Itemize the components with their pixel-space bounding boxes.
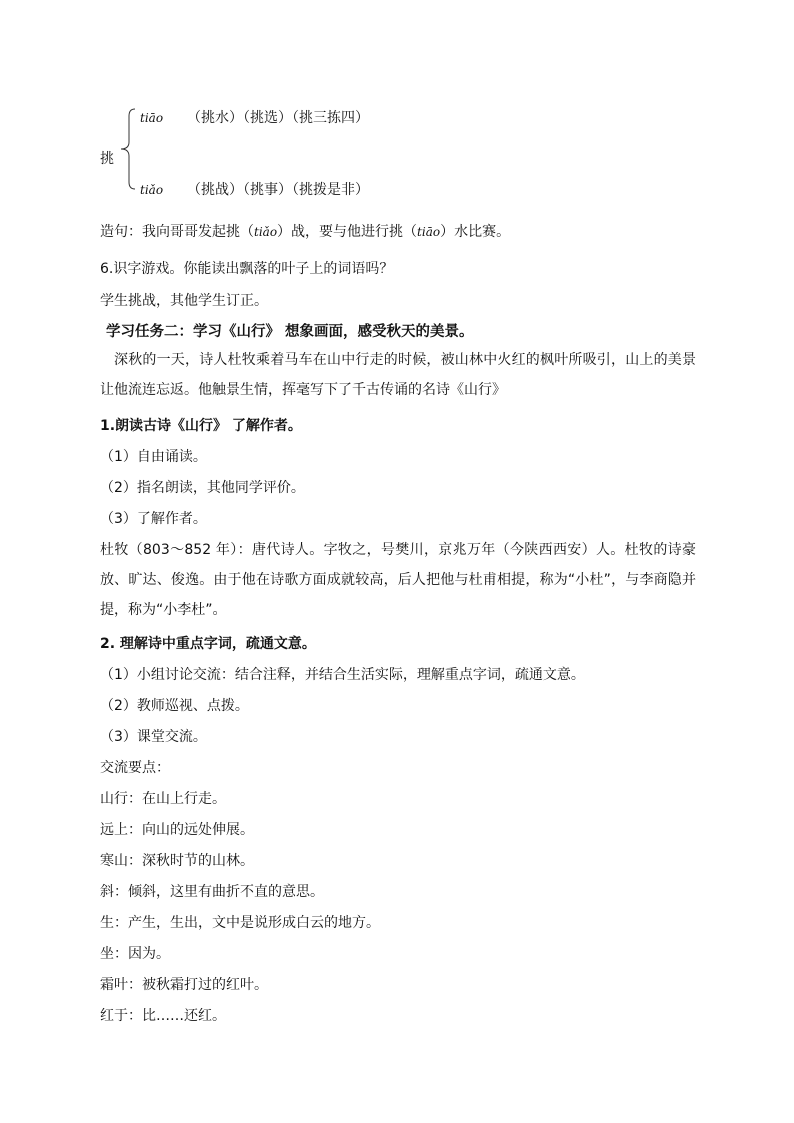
points-label: 交流要点： bbox=[100, 760, 170, 776]
step2-heading: 2. 理解诗中重点字词，疏通文意。 bbox=[100, 636, 316, 652]
intro-paragraph: 深秋的一天，诗人杜牧乘着马车在山中行走的时候，被山林中火红的枫叶所吸引，山上的美景让他流连忘返。他触景生情，挥毫写下了千古传诵的名诗《山行》 bbox=[100, 352, 696, 398]
author-paragraph: 杜牧（803～852 年）：唐代诗人。字牧之，号樊川，京兆万年（今陕西西安）人。杜牧的诗豪放、旷达、俊逸。由于他在诗歌方面成就较高，后人把他与杜甫相提，称为“小杜”，与李商隐并提，称为“小李杜”。 bbox=[100, 542, 696, 618]
game-instruction: 6.识字游戏。你能读出飘落的叶子上的词语吗？ bbox=[100, 261, 394, 277]
glossary-item: 斜：倾斜，这里有曲折不直的意思。 bbox=[100, 884, 324, 900]
glossary-item: 坐：因为。 bbox=[100, 946, 170, 962]
glossary-item: 山行：在山上行走。 bbox=[100, 791, 226, 807]
step2-item: （1）小组讨论交流：结合注释，并结合生活实际，理解重点字词，疏通文意。 bbox=[100, 667, 585, 683]
sentence-part-1: 造句：我向哥哥发起挑（ bbox=[100, 224, 254, 240]
step1-item: （1）自由诵读。 bbox=[100, 449, 207, 465]
pinyin-tiao1: tiāo bbox=[140, 111, 164, 125]
glossary-item: 红于：比……还红。 bbox=[100, 1008, 226, 1024]
glossary-item: 霜叶：被秋霜打过的红叶。 bbox=[100, 977, 268, 993]
challenge-line: 学生挑战，其他学生订正。 bbox=[100, 293, 268, 309]
glossary-item: 生：产生，生出，文中是说形成白云的地方。 bbox=[100, 915, 380, 931]
task2-heading: 学习任务二：学习《山行》 想象画面，感受秋天的美景。 bbox=[106, 324, 474, 340]
glossary-item: 远上：向山的远处伸展。 bbox=[100, 822, 254, 838]
glossary-item: 寒山：深秋时节的山林。 bbox=[100, 853, 254, 869]
tiao-reading-bottom bbox=[140, 180, 369, 200]
brace-icon bbox=[120, 108, 136, 190]
step2-item: （3）课堂交流。 bbox=[100, 729, 207, 745]
sentence-pinyin-1: tiǎo bbox=[254, 225, 278, 239]
sentence-pinyin-2: tiāo bbox=[417, 225, 441, 239]
pinyin-tiao3: tiǎo bbox=[140, 183, 164, 197]
tiao-reading-top bbox=[140, 108, 369, 128]
example-sentence bbox=[100, 222, 510, 242]
tiao3-words: （挑战）（挑事）（挑拨是非） bbox=[187, 182, 370, 198]
step1-item: （2）指名朗读，其他同学评价。 bbox=[100, 480, 305, 496]
tiao1-words: （挑水）（挑选）（挑三拣四） bbox=[187, 110, 370, 126]
sentence-part-3: ）水比赛。 bbox=[440, 224, 511, 240]
sentence-part-2: ）战，要与他进行挑（ bbox=[277, 224, 418, 240]
step2-item: （2）教师巡视、点拨。 bbox=[100, 698, 249, 714]
step1-item: （3）了解作者。 bbox=[100, 511, 207, 527]
step1-heading: 1.朗读古诗《山行》 了解作者。 bbox=[100, 418, 302, 434]
polyphonic-char: 挑 bbox=[100, 151, 114, 167]
